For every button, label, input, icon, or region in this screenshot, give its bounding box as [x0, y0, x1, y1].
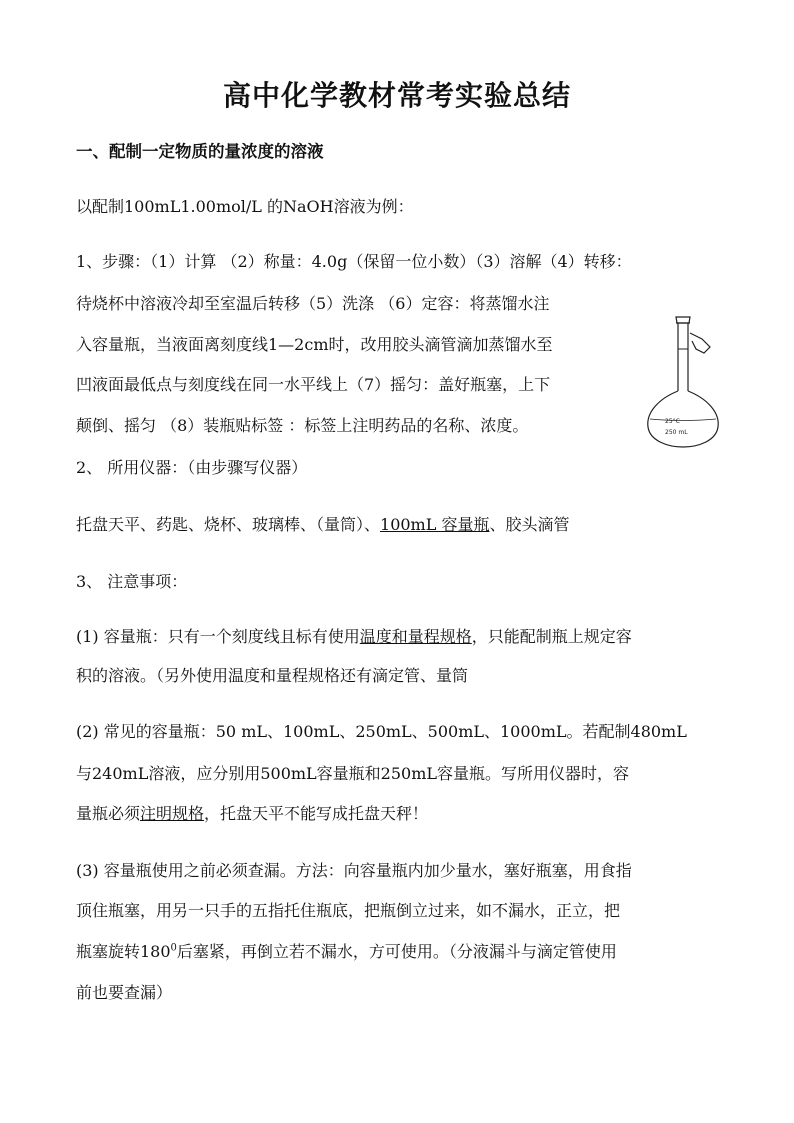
volumetric-flask-image — [640, 313, 726, 453]
note1-underlined: 温度和量程规格 — [359, 627, 472, 646]
note3-superscript: 0 — [170, 942, 177, 954]
note3-line-3 — [76, 941, 617, 963]
note1-text-before: (1) 容量瓶：只有一个刻度线且标有使用 — [76, 627, 360, 646]
note2-line-3 — [76, 803, 428, 825]
note3-line-2: 顶住瓶塞，用另一只手的五指托住瓶底，把瓶倒立过来，如不漏水，正立，把 — [76, 901, 621, 920]
note1-line-1 — [76, 626, 632, 648]
intro-text: 以配制100mL1.00mol/L 的NaOH溶液为例： — [76, 197, 414, 216]
steps-line-3: 入容量瓶，当液面离刻度线1—2cm时，改用胶头滴管滴加蒸馏水至 — [76, 335, 553, 354]
note2-underlined: 注明规格 — [140, 804, 205, 823]
instruments-text-after: 、胶头滴管 — [489, 515, 570, 534]
note1-text-after: ，只能配制瓶上规定容 — [471, 627, 632, 646]
steps-line-5: 颠倒、摇匀 （8）装瓶贴标签 ：标签上注明药品的名称、浓度。 — [76, 416, 529, 435]
section-heading: 一、配制一定物质的量浓度的溶液 — [76, 142, 324, 161]
steps-line-4: 凹液面最低点与刻度线在同一水平线上（7）摇匀：盖好瓶塞，上下 — [76, 375, 551, 394]
flask-volume-label: 250 mL — [665, 429, 688, 436]
note3-text-before: 瓶塞旋转180 — [76, 942, 171, 961]
note3-line-1: (3) 容量瓶使用之前必须查漏。方法：向容量瓶内加少量水，塞好瓶塞，用食指 — [76, 861, 632, 880]
flask-temp-label: 25°C — [665, 418, 680, 425]
instruments-heading: 2、 所用仪器：（由步骤写仪器） — [76, 458, 308, 477]
note2-text-before: 量瓶必须 — [76, 804, 141, 823]
note2-line-1: (2) 常见的容量瓶：50 mL、100mL、250mL、500mL、1000mL。若配制480mL — [76, 722, 687, 741]
steps-line-1: 1、步骤：（1）计算 （2）称量：4.0g（保留一位小数）（3）溶解（4）转移： — [76, 252, 632, 271]
instruments-underlined: 100mL 容量瓶 — [380, 515, 490, 534]
notes-heading: 3、 注意事项： — [76, 572, 188, 591]
steps-line-2: 待烧杯中溶液冷却至室温后转移（5）洗涤 （6）定容：将蒸馏水注 — [76, 294, 550, 313]
note3-text-after: 后塞紧，再倒立若不漏水，方可使用。（分液漏斗与滴定管使用 — [176, 942, 617, 961]
page-title: 高中化学教材常考实验总结 — [222, 79, 571, 112]
instruments-list — [76, 514, 569, 536]
note1-line-2: 积的溶液。（另外使用温度和量程规格还有滴定管、量筒 — [76, 666, 469, 685]
note3-line-4: 前也要查漏） — [76, 983, 173, 1002]
note2-line-2: 与240mL溶液，应分别用500mL容量瓶和250mL容量瓶。写所用仪器时，容 — [76, 764, 630, 783]
note2-text-after: ，托盘天平不能写成托盘天秤！ — [204, 804, 429, 823]
instruments-text-before: 托盘天平、药匙、烧杯、玻璃棒、（量筒）、 — [76, 515, 381, 534]
